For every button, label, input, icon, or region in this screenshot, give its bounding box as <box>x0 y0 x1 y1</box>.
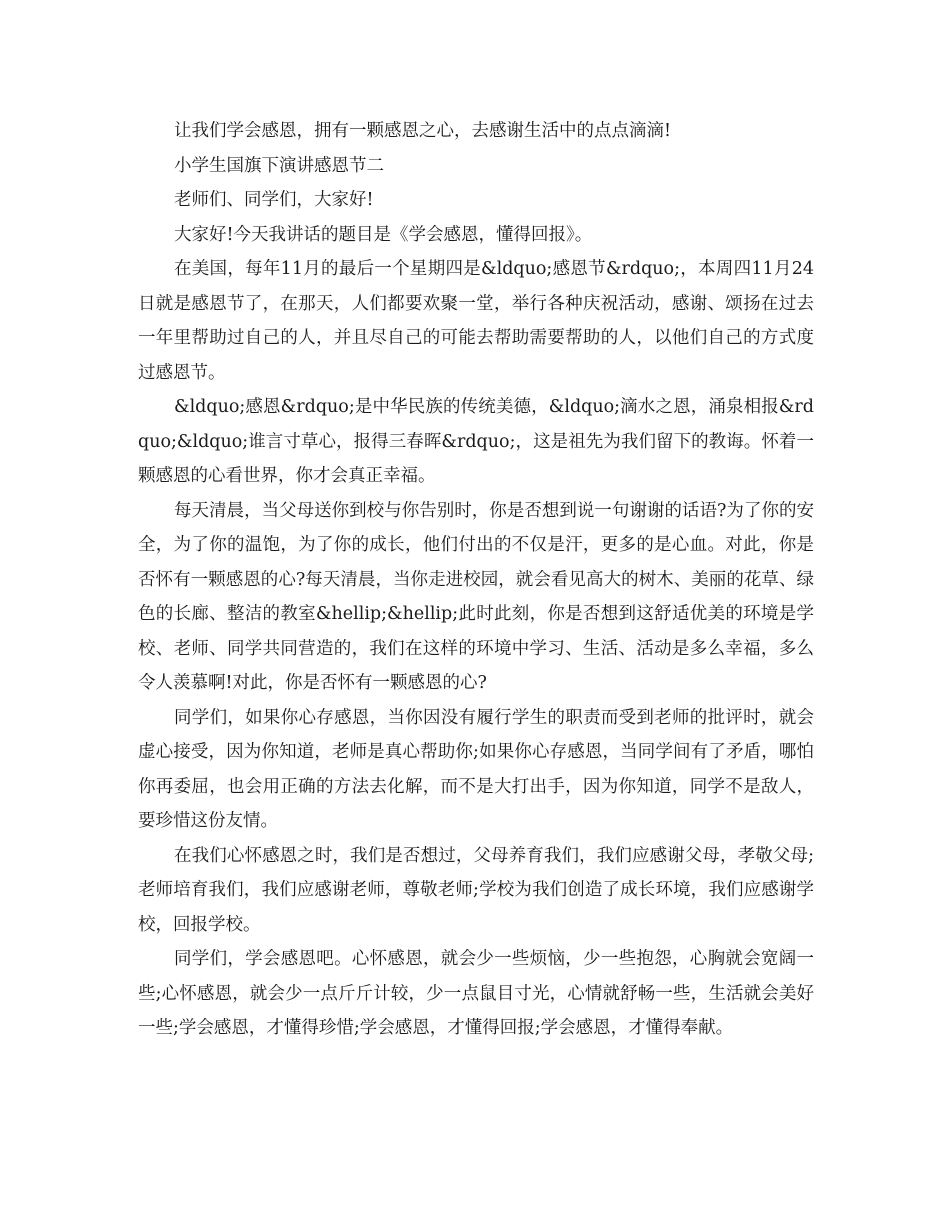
document-body <box>138 114 814 1046</box>
topic-line: 大家好!今天我讲话的题目是《学会感恩，懂得回报》。 <box>174 224 593 245</box>
paragraph-tradition: &ldquo;感恩&rdquo;是中华民族的传统美德，&ldquo;滴水之恩，涌泉相报&rdquo;&ldquo;谁言寸草心，报得三春晖&rdquo;，这是祖先为我们留下的教诲。怀着一颗感恩的心看世界，你才会真正幸福。 <box>138 397 814 486</box>
paragraph-classmates: 同学们，如果你心存感恩，当你因没有履行学生的职责而受到老师的批评时，就会虚心接受，因为你知道，老师是真心帮助你;如果你心存感恩，当同学间有了矛盾，哪怕你再委屈，也会用正确的方法去化解，而不是大打出手，因为你知道，同学不是敌人，要珍惜这份友情。 <box>138 707 814 831</box>
paragraph-thanksgiving-intro: 在美国，每年11月的最后一个星期四是&ldquo;感恩节&rdquo;，本周四11月24日就是感恩节了，在那天，人们都要欢聚一堂，举行各种庆祝活动，感谢、颂扬在过去一年里帮助过自己的人，并且尽自己的可能去帮助需要帮助的人，以他们自己的方式度过感恩节。 <box>138 259 814 383</box>
paragraph-closing-line: 让我们学会感恩，拥有一颗感恩之心，去感谢生活中的点点滴滴! <box>174 121 672 141</box>
paragraph-conclusion: 同学们，学会感恩吧。心怀感恩，就会少一些烦恼，少一些抱怨，心胸就会宽阔一些;心怀感恩，就会少一点斤斤计较，少一点鼠目寸光，心情就舒畅一些，生活就会美好一些;学会感恩，才懂得珍惜;学会感恩，才懂得回报;学会感恩，才懂得奉献。 <box>138 949 814 1038</box>
paragraph-every-morning: 每天清晨，当父母送你到校与你告别时，你是否想到说一句谢谢的话语?为了你的安全，为了你的温饱，为了你的成长，他们付出的不仅是汗，更多的是心血。对此，你是否怀有一颗感恩的心?每天清晨，当你走进校园，就会看见高大的树木、美丽的花草、绿色的长廊、整洁的教室&hellip;&hellip;此时此刻，你是否想到这舒适优美的环境是学校、老师、同学共同营造的，我们在这样的环境中学习、生活、活动是多么幸福，多么令人羡慕啊!对此，你是否怀有一颗感恩的心? <box>138 500 814 693</box>
greeting-line: 老师们、同学们，大家好! <box>174 190 374 210</box>
speech-title: 小学生国旗下演讲感恩节二 <box>174 155 384 176</box>
paragraph-gratitude-to-others: 在我们心怀感恩之时，我们是否想过，父母养育我们，我们应感谢父母，孝敬父母;老师培育我们，我们应感谢老师，尊敬老师;学校为我们创造了成长环境，我们应感谢学校，回报学校。 <box>138 845 814 935</box>
